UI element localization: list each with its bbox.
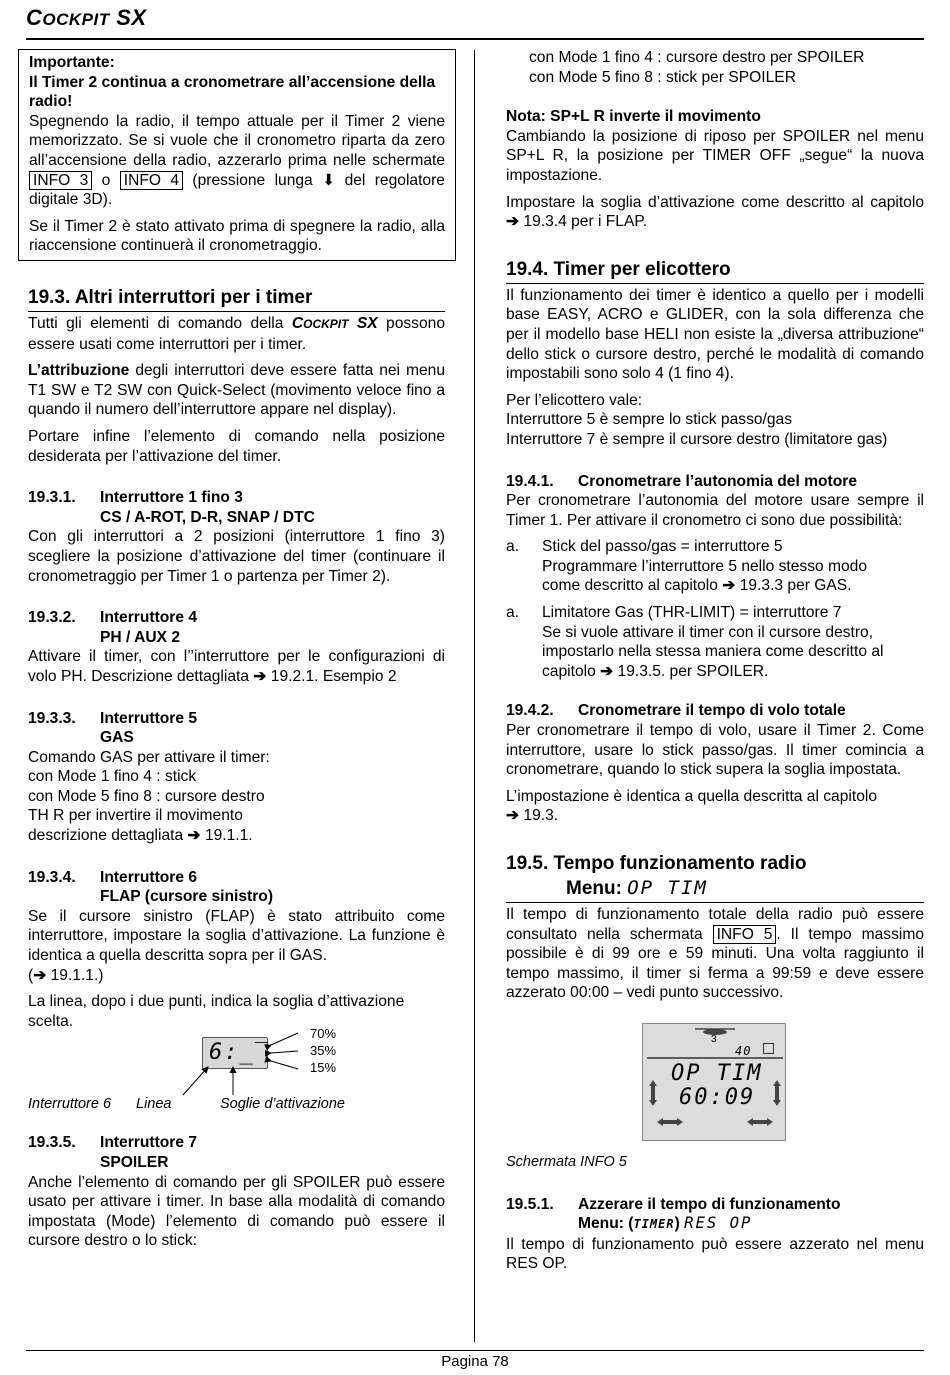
brand-header: COCKPIT SX (26, 5, 147, 30)
right-arrow-icon: ➔ (33, 966, 47, 984)
info5-ref: INFO 5 (713, 925, 777, 944)
s1942-p1: Per cronometrare il tempo di volo, usare il Timer 2. Come interruttore, usare lo stick passo/gas. Il timer comincia a cronometrare, quando lo stick supera la soglia impostata. (506, 722, 924, 779)
section-19-3-title: 19.3. Altri interruttori per i timer (28, 286, 445, 312)
header-rule (26, 38, 924, 40)
s1942-p2: L’impostazione è identica a quella descritta al capitolo ➔ 19.3. (506, 787, 878, 825)
caption-linea: Linea (136, 1096, 172, 1113)
down-arrow-icon: ⬇ (322, 171, 336, 189)
info4-ref: INFO 4 (120, 171, 183, 190)
battery-icon (763, 1043, 774, 1054)
right-p2: Impostare la soglia d’attivazione come descritto al capitolo ➔ 19.3.4 per i FLAP. (506, 193, 924, 231)
s193-p1: Tutti gli elementi di comando della COCKPIT SX possono essere usati come interruttori per i timer. (28, 315, 445, 353)
s194-list: Per l’elicottero vale: Interruttore 5 è sempre lo stick passo/gas Interruttore 7 è sempre il cursore destro (limitatore gas) (506, 391, 888, 448)
page-number: Pagina 78 (441, 1353, 509, 1370)
s1931-heading: 19.3.1. Interruttore 1 fino 3 CS / A-ROT, D-R, SNAP / DTC (28, 489, 315, 526)
info5-screen: 3 40 OP TIM 60:09 (642, 1023, 786, 1141)
info5-caption: Schermata INFO 5 (506, 1153, 627, 1170)
s1951-p: Il tempo di funzionamento può essere azzerato nel menu RES OP. (506, 1235, 924, 1273)
section-19-4-title: 19.4. Timer per elicottero (506, 258, 924, 284)
info5-screen-container (506, 1023, 924, 1145)
nota-title: Nota: SP+L R inverte il movimento (506, 108, 761, 126)
s1941-heading: 19.4.1. Cronometrare l’autonomia del motore (506, 472, 857, 490)
s1931-p: Con gli interruttori a 2 posizioni (interruttore 1 fino 3) scegliere la posizione d’attivazione del timer (continuare il cronometraggio per Timer 1 o partenza per Timer 2). (28, 528, 445, 585)
s1932-p: Attivare il timer, con l’’interruttore per le configurazioni di volo PH. Descrizione dettagliata ➔ 19.2.1. Esempio 2 (28, 648, 445, 685)
right-arrow-icon: ➔ (600, 662, 614, 680)
s1942-heading: 19.4.2. Cronometrare il tempo di volo totale (506, 702, 846, 720)
s1951-heading: 19.5.1. Azzerare il tempo di funzionamento Menu: (TIMER) RES OP (506, 1195, 841, 1233)
s195-p: Il tempo di funzionamento totale della radio può essere consultato nella schermata INFO 5 . Il tempo massimo possibile è di 99 ore e 59 minuti. Una volta raggiunto il tempo massimo, il timer si ferma a 99:59 e deve essere azzerato 00:00 – vedi punto successivo. (506, 906, 924, 1002)
s1941-item-a: a. Stick del passo/gas = interruttore 5 Programmare l’interruttore 5 nello stesso modo come descritto al capitolo ➔ 19.3.3 per GAS. (506, 538, 868, 595)
s1934-p1: Se il cursore sinistro (FLAP) è stato attribuito come interruttore, impostare la soglia d’attivazione. La funzione è identica a quella descritta sopra per il GAS. (➔ 19.1.1.) (28, 907, 445, 984)
footer-rule (26, 1350, 924, 1351)
note-subheading: Il Timer 2 continua a cronometrare all’accensione della radio! (29, 73, 436, 111)
s194-p1: Il funzionamento dei timer è identico a quello per i modelli base EASY, ACRO e GLIDER, con la sola differenza che per il modello base HELI non esiste la „diversa attribuzione“ dello stick o cursore destro, perché le modalità di comando impostabili sono solo 4 (1 fino 4). (506, 286, 924, 383)
s193-p2: L’attribuzione degli interruttori deve essere fatta nei menu T1 SW e T2 SW con Quick-Select (movimento veloce fino a quando il numero dell’interruttore appare nel display). (28, 362, 445, 419)
right-arrow-icon: ➔ (722, 577, 736, 595)
menu-lcd-res-op: RES OP (684, 1214, 753, 1233)
menu-lcd-op-tim: OP TIM (627, 877, 708, 899)
right-arrow-icon: ➔ (506, 213, 520, 231)
nota-paragraph: Cambiando la posizione di riposo per SPOILER nel menu SP+L R, la posizione per TIMER OFF „segue“ la nuova impostazione. (506, 127, 924, 184)
s1933-list: Comando GAS per attivare il timer: con Mode 1 fino 4 : stick con Mode 5 fino 8 : cursore destro TH R per invertire il movimento descrizione dettagliata ➔ 19.1.1. (28, 748, 270, 845)
menu-sub-timer: TIMER (633, 1217, 675, 1232)
s1934-p2: La linea, dopo i due punti, indica la soglia d’attivazione scelta. (28, 993, 405, 1030)
s1935-heading: 19.3.5. Interruttore 7 SPOILER (28, 1134, 198, 1171)
threshold-percentages: 70% 35% 15% (310, 1026, 337, 1076)
s1941-p: Per cronometrare l’autonomia del motore usare sempre il Timer 1. Per attivare il cronometro ci sono due possibilità: (506, 492, 924, 529)
left-column (28, 286, 445, 1251)
important-note-box (18, 49, 456, 261)
right-column (506, 48, 924, 1274)
s1935-p: Anche l’elemento di comando per gli SPOILER può essere usato per attivare i timer. In base alla modalità di comando impostata (Mode) l’elemento di comando può essere il cursore destro o lo stick: (28, 1173, 445, 1250)
note-paragraph-2: Se il Timer 2 è stato attivato prima di spegnere la radio, alla riaccensione continuerà il cronometraggio. (29, 217, 445, 255)
info3-ref: INFO 3 (29, 171, 92, 190)
note-paragraph: Spegnendo la radio, il tempo attuale per il Timer 2 viene memorizzato. Se si vuole che il cronometro riparta da zero all’accensione della radio, azzerarlo prima nelle schermate INFO 3 o INFO 4 (pressione lunga ⬇ del regolatore digitale 3D). (29, 112, 445, 209)
s193-p3: Portare infine l’elemento di comando nella posizione desiderata per l’attivazione del timer. (28, 427, 445, 465)
s1941-item-b: a. Limitatore Gas (THR-LIMIT) = interruttore 7 Se si vuole attivare il timer con il cursore destro, impostarlo nella stessa maniera come descritto al capitolo ➔ 19.3.5. per SPOILER. (506, 604, 884, 680)
spoiler-mode-list: con Mode 1 fino 4 : cursore destro per SPOILER con Mode 5 fino 8 : stick per SPOILER (529, 49, 865, 86)
s1933-heading: 19.3.3. Interruttore 5 GAS (28, 709, 198, 747)
lcd-display: 6:_‾ (202, 1037, 268, 1069)
caption-interruttore: Interruttore 6 (28, 1096, 112, 1113)
section-19-5-title: 19.5. Tempo funzionamento radio Menu: OP TIM (506, 852, 924, 903)
right-arrow-icon: ➔ (506, 807, 520, 825)
s1934-heading: 19.3.4. Interruttore 6 FLAP (cursore sinistro) (28, 868, 274, 906)
threshold-diagram (28, 1026, 445, 1113)
s1932-heading: 19.3.2. Interruttore 4 PH / AUX 2 (28, 609, 198, 646)
right-arrow-icon: ➔ (253, 667, 267, 685)
note-heading: Importante: (29, 54, 115, 71)
brand-inline: COCKPIT SX (291, 315, 378, 332)
right-arrow-icon: ➔ (187, 827, 201, 845)
column-divider (474, 50, 475, 1342)
caption-soglie: Soglie d’attivazione (220, 1096, 345, 1113)
